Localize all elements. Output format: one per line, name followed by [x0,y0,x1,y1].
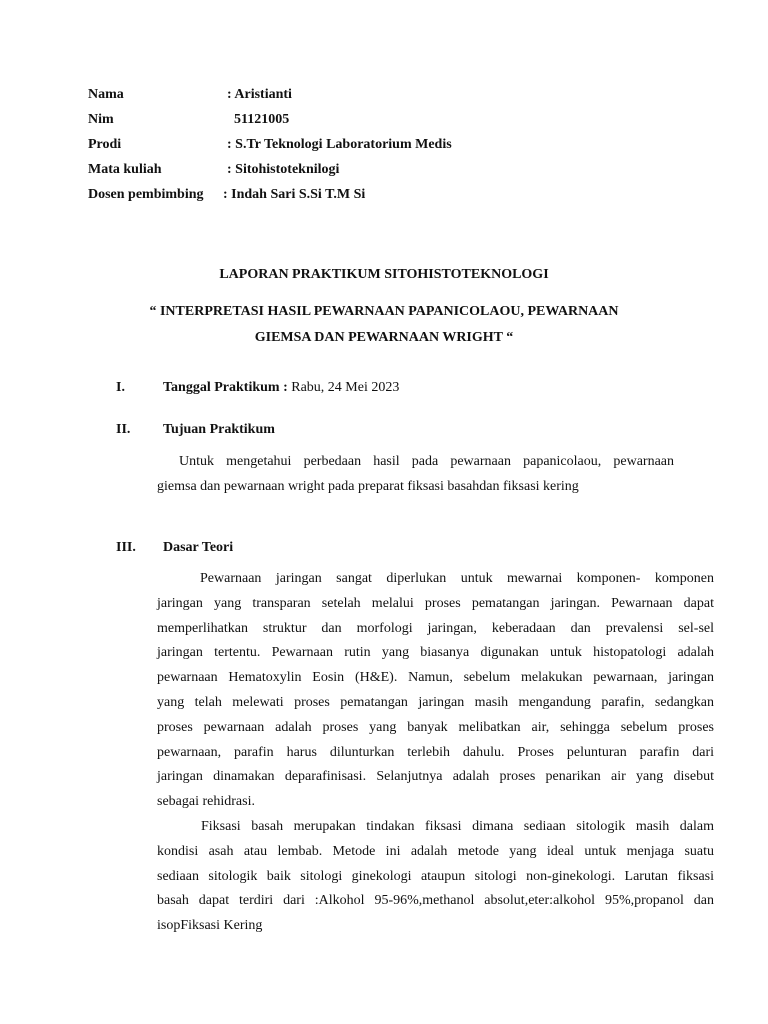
identity-value: : Sitohistoteknilogi [227,162,340,177]
identity-row-mata-kuliah [88,157,452,182]
paragraph-line: jaringan dinamakan deparafinisasi. Selanjutnya adalah proses penarikan air yang disebut [157,769,714,785]
section-title: Tanggal Praktikum : [163,380,288,395]
paragraph-line: basah dapat terdiri dari :Alkohol 95-96%,methanol absolut,eter:alkohol 95%,propanol dan [157,893,714,909]
paragraph-line: Untuk mengetahui perbedaan hasil pada pewarnaan papanicolaou, pewarnaan [179,454,674,469]
dasar-teori-paragraph-2 [157,815,714,939]
identity-row-nim [88,107,452,132]
identity-label: Mata kuliah [88,162,162,177]
identity-label: Prodi [88,137,122,152]
paragraph-line: isopFiksasi Kering [157,918,263,934]
paragraph-line: sediaan sitologik baik sitologi ginekologi ataupun sitologi non-ginekologi. Larutan fiksasi [157,868,714,884]
identity-row-prodi [88,132,452,157]
section-tanggal-value: Rabu, 24 Mei 2023 [287,380,400,395]
paragraph-line: proses pewarnaan adalah proses yang banyak melibatkan air, sehingga sebelum proses [157,719,714,735]
section-number: III. [116,540,136,555]
identity-row-dosen [88,182,452,207]
identity-value: : S.Tr Teknologi Laboratorium Medis [227,137,452,152]
paragraph-line: jaringan yang transparan setelah melalui proses pematangan jaringan. Pewarnaan dapat [157,595,714,611]
identity-label: Dosen pembimbing [88,187,204,202]
tujuan-paragraph [157,450,674,500]
identity-value: 51121005 [227,112,290,127]
report-subtitle-line2: GIEMSA DAN PEWARNAAN WRIGHT “ [254,330,514,345]
identity-value: : Indah Sari S.Si T.M Si [223,187,366,202]
identity-row-nama [88,82,452,107]
paragraph-line: kondisi asah atau lembab. Metode ini adalah metode yang ideal untuk menjaga suatu [157,843,714,859]
paragraph-line: giemsa dan pewarnaan wright pada preparat fiksasi basahdan fiksasi kering [157,478,579,494]
dasar-teori-paragraph-1 [157,567,714,815]
identity-label: Nim [88,112,114,127]
paragraph-line: Fiksasi basah merupakan tindakan fiksasi dimana sediaan sitologik masih dalam [201,819,714,834]
identity-label: Nama [88,87,124,102]
paragraph-line: yang telah melewati proses pematangan jaringan masih mengandung parafin, sedangkan [157,694,714,710]
section-title: Tujuan Praktikum [163,422,275,437]
section-number: II. [116,422,131,437]
section-title: Dasar Teori [163,540,234,555]
report-heading: LAPORAN PRAKTIKUM SITOHISTOTEKNOLOGI [219,267,549,282]
section-tanggal-line [163,380,399,396]
paragraph-line: Pewarnaan jaringan sangat diperlukan untuk mewarnai komponen- komponen [200,571,714,586]
paragraph-line: memperlihatkan struktur dan morfologi jaringan, keberadaan dan prevalensi sel-sel [157,620,714,636]
section-number: I. [116,380,125,395]
paragraph-line: pewarnaan, parafin harus dilunturkan terlebih dahulu. Proses pelunturan parafin dari [157,744,714,760]
report-subtitle-line1: “ INTERPRETASI HASIL PEWARNAAN PAPANICOLAOU, PEWARNAAN [149,304,619,319]
identity-value: : Aristianti [227,87,292,102]
paragraph-line: jaringan tertentu. Pewarnaan rutin yang biasanya digunakan untuk histopatologi adalah [157,645,714,661]
identity-block [88,82,452,207]
paragraph-line: sebagai rehidrasi. [157,794,255,810]
paragraph-line: pewarnaan Hematoxylin Eosin (H&E). Namun, sebelum melakukan pewarnaan, jaringan [157,670,714,686]
